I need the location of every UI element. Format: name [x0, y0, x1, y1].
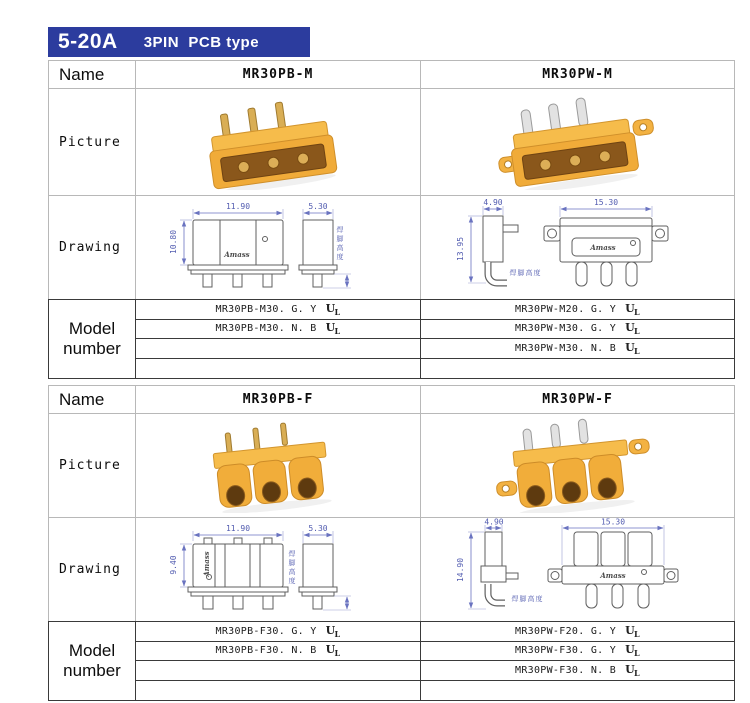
model-number-cell: MR30PW-M30. N. B $U_L$	[515, 340, 640, 356]
model-number-cell: MR30PB-F30. G. Y $U_L$	[136, 622, 421, 641]
model-number-cell: MR30PW-M20. G. Y $U_L$	[515, 301, 640, 317]
dimension-label: 13.95	[455, 236, 465, 261]
model-number-section	[48, 299, 735, 379]
ul-mark: $U_L$	[325, 643, 341, 659]
tech-drawing-mr30pb-m	[153, 200, 403, 295]
model-row	[136, 661, 734, 681]
model-number-cell: MR30PW-F30. G. Y $U_L$	[515, 643, 640, 659]
row-label-model-number: Model number	[49, 622, 136, 700]
solder-height-note: 焊脚高度	[288, 550, 295, 586]
model-row	[136, 622, 734, 642]
dimension-label: 4.90	[483, 518, 504, 527]
ul-mark: $U_L$	[625, 623, 640, 639]
ul-mark: $U_L$	[625, 301, 640, 317]
picture-cell-pb-f	[136, 414, 421, 518]
model-number-cell	[136, 339, 421, 358]
model-number-cell	[136, 661, 421, 680]
model-number-cell: MR30PB-M30. G. Y $U_L$	[136, 300, 421, 319]
spec-table-female	[48, 385, 735, 701]
model-row	[136, 339, 734, 359]
dimension-label: 11.90	[225, 524, 251, 533]
dimension-label: 4.90	[482, 197, 503, 207]
picture-cell-pb-m	[136, 89, 421, 196]
model-number-cell: MR30PW-M30. G. Y $U_L$	[515, 321, 640, 337]
row-label-picture: Picture	[49, 414, 136, 518]
model-row	[136, 642, 734, 662]
model-number-cell	[421, 681, 734, 701]
row-label-name: Name	[49, 61, 136, 89]
drawing-cell-pb-m	[136, 196, 421, 299]
drawing-cell-pb-f	[136, 518, 421, 621]
connector-photo-mr30pb-m	[193, 95, 363, 190]
brand-logo: Amass	[589, 242, 616, 252]
row-label-model-number: Model number	[49, 300, 136, 378]
ul-mark: $U_L$	[625, 321, 640, 337]
ul-mark: $U_L$	[625, 643, 640, 659]
model-number-cell: MR30PW-F20. G. Y $U_L$	[515, 623, 640, 639]
spec-table-male	[48, 60, 735, 379]
connector-photo-mr30pw-m	[493, 95, 663, 190]
ul-mark: $U_L$	[325, 623, 341, 639]
picture-cell-pw-m	[421, 89, 734, 196]
brand-logo: Amass	[224, 250, 250, 259]
column-header-mr30pw-m: MR30PW-M	[421, 61, 734, 89]
model-number-cell	[136, 359, 421, 379]
ul-mark: $U_L$	[325, 321, 341, 337]
solder-height-note: 焊脚高度	[511, 596, 544, 603]
ul-mark: $U_L$	[325, 301, 341, 317]
tech-drawing-mr30pw-m	[448, 198, 708, 298]
dimension-label: 9.40	[169, 555, 178, 575]
model-number-cell: MR30PW-F30. N. B $U_L$	[515, 662, 640, 678]
brand-logo: Amass	[202, 551, 211, 577]
dimension-label: 15.30	[600, 518, 625, 527]
dimension-label: 10.80	[169, 229, 178, 255]
dimension-label: 15.30	[593, 197, 618, 207]
dimension-label: 5.30	[308, 202, 328, 211]
connector-photo-mr30pb-f	[193, 418, 363, 513]
row-label-drawing: Drawing	[49, 196, 136, 299]
amperage-badge: 5-20A	[58, 30, 118, 53]
picture-cell-pw-f	[421, 414, 734, 518]
model-row	[136, 320, 734, 340]
dimension-label: 14.90	[455, 557, 465, 583]
ul-mark: $U_L$	[625, 662, 640, 678]
connector-photo-mr30pw-f	[493, 418, 663, 513]
ul-mark: $U_L$	[625, 340, 640, 356]
model-number-cell: MR30PB-F30. N. B $U_L$	[136, 642, 421, 661]
model-number-cell: MR30PB-M30. N. B $U_L$	[136, 320, 421, 339]
model-row	[136, 681, 734, 701]
solder-height-note: 焊脚高度	[509, 269, 542, 277]
model-number-cell	[421, 359, 734, 379]
column-header-mr30pb-f: MR30PB-F	[136, 386, 421, 414]
model-row	[136, 359, 734, 379]
row-label-drawing: Drawing	[49, 518, 136, 621]
drawing-cell-pw-m	[421, 196, 734, 299]
dimension-label: 5.30	[308, 524, 328, 533]
row-label-picture: Picture	[49, 89, 136, 196]
column-header-mr30pb-m: MR30PB-M	[136, 61, 421, 89]
row-label-name: Name	[49, 386, 136, 414]
tech-drawing-mr30pb-f	[153, 522, 403, 617]
model-row	[136, 300, 734, 320]
tech-drawing-mr30pw-f	[448, 518, 708, 621]
dimension-label: 11.90	[225, 202, 251, 211]
section-title-bar	[48, 27, 310, 57]
drawing-cell-pw-f	[421, 518, 734, 621]
column-header-mr30pw-f: MR30PW-F	[421, 386, 734, 414]
model-number-cell	[136, 681, 421, 701]
series-label: 3PIN PCB type	[143, 33, 260, 51]
model-number-section	[48, 621, 735, 701]
brand-logo: Amass	[599, 571, 626, 580]
solder-height-note: 焊脚高度	[336, 226, 343, 262]
